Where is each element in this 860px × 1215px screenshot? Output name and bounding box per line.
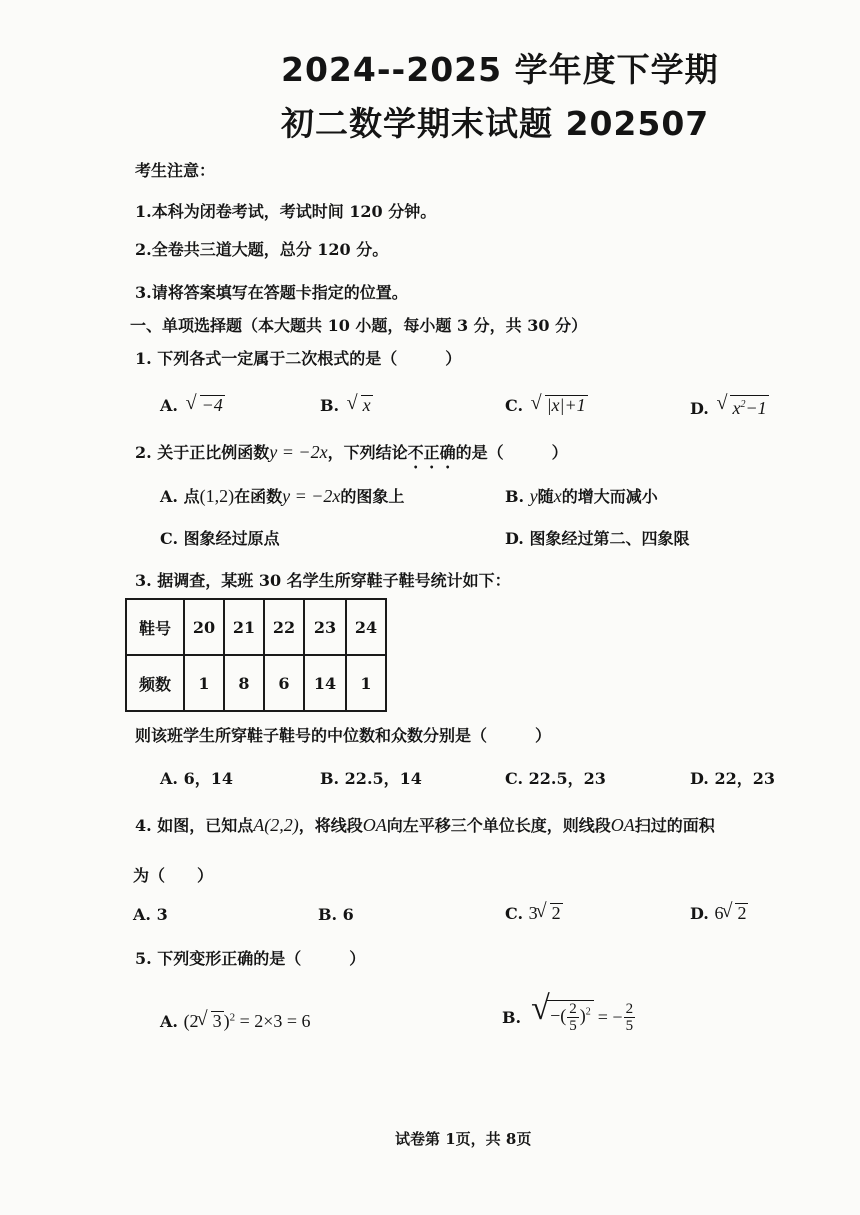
denominator: 5 (625, 1017, 634, 1034)
option-label: C. (160, 529, 179, 548)
q2-option-c (160, 526, 280, 549)
option-label: C. (505, 769, 524, 788)
option-label: B. (320, 396, 340, 415)
q1-option-a (160, 395, 225, 416)
table-row (126, 655, 386, 711)
option-label: D. (505, 529, 524, 548)
segment-name: OA (362, 815, 387, 835)
exam-title-line2: 初二数学期末试题 202507 (281, 104, 710, 143)
option-label: A. (160, 396, 178, 415)
question-3-question: 则该班学生所穿鞋子鞋号的中位数和众数分别是（ ） (135, 726, 552, 745)
math-text: ) (223, 1011, 230, 1031)
q2-option-b (505, 484, 658, 507)
sqrt-expression (349, 395, 373, 416)
shoe-size-table (125, 598, 387, 712)
table-cell: 23 (304, 599, 346, 655)
option-label: D. (690, 399, 709, 418)
radicand: x (362, 395, 371, 415)
option-text: 在函数 (234, 487, 283, 506)
denominator: 5 (569, 1018, 577, 1034)
q1-option-b (320, 395, 373, 416)
table-cell: 1 (346, 655, 386, 711)
question-1-stem: 1. 下列各式一定属于二次根式的是（ ） (135, 349, 462, 368)
option-text: 22.5，14 (344, 769, 422, 788)
variable: x (553, 486, 562, 506)
q4-option-d (690, 903, 748, 924)
option-label: A. (160, 487, 178, 506)
fraction (624, 1001, 636, 1034)
q4-option-b (318, 905, 354, 924)
q3-option-d (690, 766, 775, 789)
radicand: 2 (551, 903, 561, 923)
math-text: = 2×3 = 6 (235, 1011, 311, 1031)
q4-option-c (505, 903, 563, 924)
option-label: A. (160, 1012, 178, 1031)
sqrt-expression (533, 395, 588, 416)
option-label: D. (690, 904, 709, 923)
option-label: A. (133, 905, 151, 924)
sqrt-expression (718, 395, 768, 419)
radicand: −4 (201, 395, 223, 415)
option-text: 22.5，23 (528, 769, 606, 788)
stem-text: 的是（ ） (455, 443, 568, 462)
option-label: C. (505, 396, 524, 415)
option-label: D. (690, 769, 709, 788)
stem-text: ，将线段 (298, 816, 363, 835)
notice-item-1: 1.本科为闭卷考试，考试时间 120 分钟。 (135, 202, 437, 221)
table-cell: 22 (264, 599, 304, 655)
question-2-stem (135, 440, 568, 472)
stem-text: 向左平移三个单位长度，则线段 (386, 816, 611, 835)
radicand: 3 (212, 1011, 222, 1031)
table-row (126, 599, 386, 655)
stem-text: 4. 如图，已知点 (135, 816, 254, 835)
exam-title-line1: 2024--2025 学年度下学期 (281, 50, 719, 89)
option-label: C. (505, 904, 524, 923)
stem-text: ，下列结论 (327, 443, 408, 462)
table-cell: 8 (224, 655, 264, 711)
option-text: 随 (537, 487, 554, 506)
notice-item-3: 3.请将答案填写在答题卡指定的位置。 (135, 283, 408, 302)
notice-item-2: 2.全卷共三道大题，总分 120 分。 (135, 240, 389, 259)
sqrt-expression (188, 395, 225, 416)
notice-heading: 考生注意： (135, 161, 216, 180)
numerator: 2 (625, 1000, 634, 1017)
function-expression: y = −2x (282, 486, 341, 506)
sqrt-expression (538, 903, 563, 924)
point-coords: (1,2) (199, 486, 235, 506)
question-4-stem-line2: 为（ ） (133, 866, 214, 885)
page-footer: 试卷第 1页，共 8页 (395, 1130, 532, 1148)
math-text: −( (550, 1005, 567, 1026)
fraction (567, 1001, 579, 1034)
q3-option-b (320, 766, 422, 789)
section-heading: 一、单项选择题（本大题共 10 小题，每小题 3 分，共 30 分） (130, 316, 588, 335)
segment-name: OA (610, 815, 635, 835)
option-text: 3 (156, 905, 168, 924)
table-cell: 1 (184, 655, 224, 711)
table-cell: 24 (346, 599, 386, 655)
question-5-stem: 5. 下列变形正确的是（ ） (135, 949, 366, 968)
variable: y (529, 486, 538, 506)
option-text: 图象经过第二、四象限 (529, 529, 690, 548)
option-label: B. (505, 487, 525, 506)
exponent: 2 (585, 1006, 591, 1018)
option-text: 的增大而减小 (561, 487, 658, 506)
coefficient: 6 (714, 903, 724, 923)
radicand: |x|+1 (546, 395, 586, 415)
option-label: B. (320, 769, 340, 788)
radicand: 2 (737, 903, 747, 923)
radicand-rest: −1 (745, 398, 767, 418)
emphasized-text: 不正确 (407, 443, 456, 462)
q3-option-a (160, 766, 233, 789)
q5-option-a (160, 1011, 311, 1032)
option-text: 22，23 (714, 769, 775, 788)
exponent: 2 (229, 1011, 236, 1024)
q5-option-b (502, 1000, 636, 1034)
radicand-base: x (732, 398, 741, 418)
function-expression: y = −2x (269, 442, 328, 462)
table-header-cell: 频数 (126, 655, 184, 711)
table-header-cell: 鞋号 (126, 599, 184, 655)
table-cell: 20 (184, 599, 224, 655)
sqrt-expression (533, 1000, 594, 1034)
q3-option-c (505, 766, 606, 789)
q2-option-a (160, 484, 404, 507)
q2-option-d (505, 526, 689, 549)
option-label: B. (502, 1007, 522, 1027)
q4-option-a (133, 905, 168, 924)
stem-text: 扫过的面积 (634, 816, 715, 835)
option-text: 6，14 (183, 769, 233, 788)
q1-option-c (505, 395, 588, 416)
math-text: ) (579, 1005, 586, 1026)
option-text: 点 (183, 487, 200, 506)
q1-option-d (690, 395, 769, 419)
table-cell: 21 (224, 599, 264, 655)
stem-text: 2. 关于正比例函数 (135, 443, 270, 462)
question-3-stem: 3. 据调查，某班 30 名学生所穿鞋子鞋号统计如下： (135, 571, 511, 590)
option-text: 图象经过原点 (183, 529, 280, 548)
radicand-exponent: 2 (740, 399, 746, 410)
table-cell: 6 (264, 655, 304, 711)
math-text: (2 (183, 1011, 199, 1031)
math-text: = − (597, 1006, 623, 1027)
table-cell: 14 (304, 655, 346, 711)
option-label: B. (318, 905, 338, 924)
option-text: 的图象上 (340, 487, 405, 506)
question-4-stem (135, 813, 715, 836)
option-label: A. (160, 769, 178, 788)
option-text: 6 (342, 905, 354, 924)
numerator: 2 (569, 1001, 577, 1017)
point-expression: A(2,2) (253, 815, 299, 835)
sqrt-expression (723, 903, 748, 924)
coefficient: 3 (528, 903, 538, 923)
sqrt-expression (199, 1011, 224, 1032)
